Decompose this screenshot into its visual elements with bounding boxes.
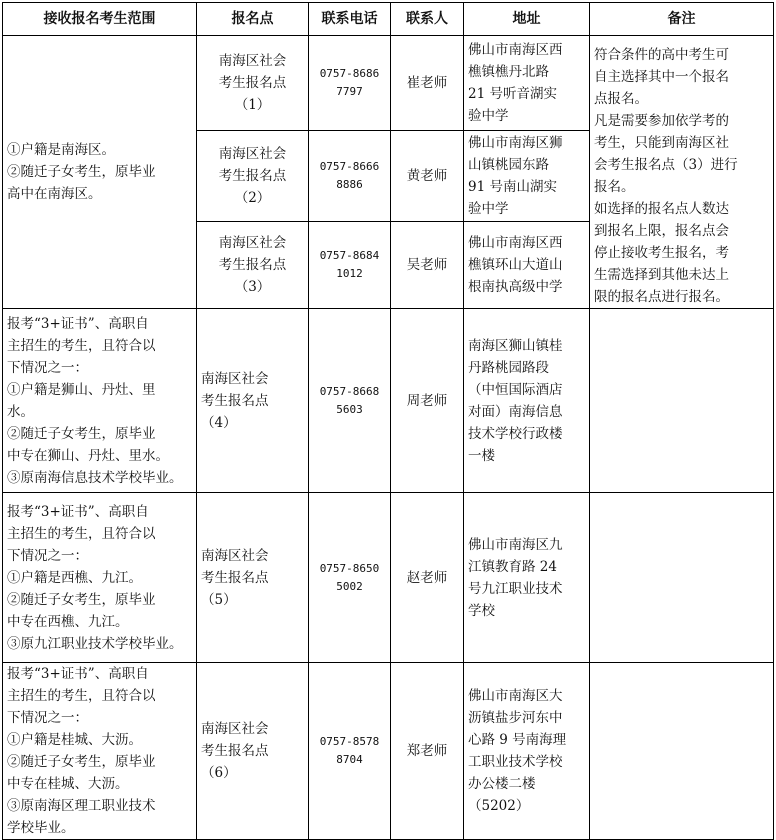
notes-cell	[590, 309, 774, 493]
address-cell	[464, 221, 590, 308]
header-notes: 备注	[590, 3, 774, 36]
address-line: 21 号听音湖实	[468, 86, 557, 103]
notes-line: 符合条件的高中考生可	[594, 47, 729, 63]
scope-line: ①户籍是西樵、九江。	[7, 569, 142, 586]
notes-line: 生需选择到其他未达上	[594, 267, 729, 283]
header-scope: 接收报名考生范围	[3, 3, 197, 36]
site-cell	[197, 221, 309, 308]
notes-cell	[590, 36, 774, 309]
table-row	[3, 36, 774, 131]
scope-cell	[3, 493, 197, 663]
notes-line: 自主选择其中一个报名	[594, 69, 729, 85]
phone-line: 5603	[336, 402, 363, 416]
contact-cell: 吴老师	[391, 221, 464, 308]
phone-line: 0757-8666	[319, 160, 380, 174]
scope-cell	[3, 663, 197, 840]
registration-table	[2, 2, 774, 840]
notes-line: 凡是需要参加依学考的	[594, 113, 729, 129]
site-line: 南海区社会	[218, 53, 287, 70]
address-line: 沥镇盐步河东中	[468, 710, 563, 726]
address-line: 验中学	[468, 108, 509, 125]
phone-cell	[309, 131, 391, 221]
header-phone: 联系电话	[309, 3, 391, 36]
site-line: （2）	[234, 190, 271, 207]
address-line: 南海区狮山镇桂	[468, 337, 563, 354]
notes-cell	[590, 493, 774, 663]
address-line: 号九江职业技术	[468, 580, 563, 597]
phone-line: 5002	[336, 579, 363, 593]
phone-line: 0757-8684	[319, 248, 380, 262]
site-line: 考生报名点	[218, 168, 287, 185]
address-line: 佛山市南海区大	[468, 688, 563, 704]
scope-line: 报考“3+证书”、高职自	[7, 315, 149, 332]
scope-line: 主招生的考生，且符合以	[7, 525, 156, 542]
address-line: 技术学校行政楼	[468, 425, 563, 442]
scope-line: 中专在西樵、九江。	[7, 613, 129, 630]
site-cell	[197, 309, 309, 493]
site-line: 考生报名点	[218, 75, 287, 92]
scope-line: ②随迁子女考生，原毕业	[7, 164, 156, 180]
scope-line: 主招生的考生，且符合以	[7, 337, 156, 354]
scope-line: 下情况之一：	[7, 710, 88, 726]
address-cell	[464, 309, 590, 493]
address-line: 佛山市南海区狮	[468, 135, 563, 152]
address-line: 91 号南山湖实	[468, 179, 557, 196]
contact-cell: 赵老师	[391, 493, 464, 663]
address-line: 心路 9 号南海理	[468, 732, 567, 748]
phone-line: 0757-8650	[319, 561, 380, 575]
header-contact: 联系人	[391, 3, 464, 36]
notes-line: 如选择的报名点人数达	[594, 201, 729, 217]
site-line: 考生报名点	[201, 743, 269, 759]
scope-line: ①户籍是桂城、大沥。	[7, 732, 142, 748]
address-line: 工职业技术学校	[468, 754, 563, 770]
address-line: 办公楼二楼	[468, 776, 536, 792]
address-line: 验中学	[468, 201, 509, 218]
site-cell	[197, 663, 309, 840]
notes-line: 报名。	[594, 179, 635, 195]
site-line: 考生报名点	[201, 392, 269, 409]
address-line: 对面）南海信息	[468, 403, 563, 420]
notes-cell	[590, 663, 774, 840]
contact-cell: 郑老师	[391, 663, 464, 840]
table-row	[3, 309, 774, 493]
phone-cell	[309, 663, 391, 840]
scope-line: 主招生的考生，且符合以	[7, 688, 156, 704]
address-line: 樵镇樵丹北路	[468, 64, 549, 81]
scope-line: 下情况之一：	[7, 359, 88, 376]
scope-line: 学校毕业。	[7, 820, 75, 836]
phone-line: 0757-8686	[319, 67, 380, 81]
site-line: （1）	[234, 97, 271, 114]
scope-line: ③原九江职业技术学校毕业。	[7, 635, 183, 652]
scope-line: 报考“3+证书”、高职自	[7, 666, 149, 682]
address-cell	[464, 493, 590, 663]
address-line: 一楼	[468, 447, 495, 464]
address-line: 江镇教育路 24	[468, 558, 557, 575]
scope-cell	[3, 309, 197, 493]
address-line: 根南执高级中学	[468, 278, 563, 295]
address-cell	[464, 663, 590, 840]
address-line: （中恒国际酒店	[468, 381, 563, 398]
contact-cell: 周老师	[391, 309, 464, 493]
site-line: 南海区社会	[201, 547, 269, 564]
phone-cell	[309, 493, 391, 663]
phone-line: 8704	[336, 753, 363, 766]
scope-line: 中专在桂城、大沥。	[7, 776, 129, 792]
address-line: 佛山市南海区西	[468, 42, 563, 59]
phone-line: 0757-8578	[319, 735, 380, 748]
address-line: 樵镇环山大道山	[468, 256, 563, 273]
notes-line: 限的报名点进行报名。	[594, 289, 729, 305]
site-cell	[197, 36, 309, 131]
site-line: （3）	[234, 278, 271, 295]
site-line: 考生报名点	[201, 569, 269, 586]
notes-line: 停止接收考生报名，考	[594, 245, 729, 261]
site-cell	[197, 131, 309, 221]
scope-line: 下情况之一：	[7, 547, 88, 564]
site-line: （4）	[201, 414, 237, 431]
site-cell	[197, 493, 309, 663]
address-line: 学校	[468, 602, 495, 619]
phone-line: 1012	[336, 266, 363, 280]
address-line: 山镇桃园东路	[468, 157, 549, 174]
scope-cell	[3, 36, 197, 309]
header-row	[3, 3, 774, 36]
phone-cell	[309, 221, 391, 308]
site-line: 南海区社会	[218, 146, 287, 163]
table-row	[3, 663, 774, 840]
scope-line: ②随迁子女考生，原毕业	[7, 591, 156, 608]
notes-line: 会考生报名点（3）进行	[594, 157, 738, 173]
site-line: 南海区社会	[218, 234, 287, 251]
scope-line: ③原南海信息技术学校毕业。	[7, 469, 183, 486]
phone-cell	[309, 309, 391, 493]
notes-line: 到报名上限，报名点会	[594, 223, 729, 239]
phone-cell	[309, 36, 391, 131]
site-line: 南海区社会	[201, 370, 269, 387]
site-line: 考生报名点	[218, 256, 287, 273]
address-line: 佛山市南海区西	[468, 234, 563, 251]
table-row	[3, 493, 774, 663]
scope-line: 水。	[7, 403, 34, 420]
address-line: 佛山市南海区九	[468, 536, 563, 553]
site-line: （6）	[201, 765, 237, 781]
address-line: 丹路桃园路段	[468, 359, 549, 376]
scope-line: ①户籍是狮山、丹灶、里	[7, 381, 156, 398]
scope-line: 高中在南海区。	[7, 186, 102, 202]
scope-line: ③原南海区理工职业技术	[7, 798, 156, 814]
address-cell	[464, 36, 590, 131]
scope-line: 报考“3+证书”、高职自	[7, 503, 149, 520]
phone-line: 7797	[336, 85, 363, 99]
notes-line: 点报名。	[594, 91, 648, 107]
contact-cell: 黄老师	[391, 131, 464, 221]
site-line: 南海区社会	[201, 721, 269, 737]
contact-cell: 崔老师	[391, 36, 464, 131]
notes-line: 考生，只能到南海区社	[594, 135, 729, 151]
scope-line: ②随迁子女考生，原毕业	[7, 754, 156, 770]
phone-line: 8886	[336, 178, 363, 192]
site-line: （5）	[201, 591, 237, 608]
scope-line: ①户籍是南海区。	[7, 142, 115, 158]
address-line: （5202）	[468, 798, 530, 814]
scope-line: 中专在狮山、丹灶、里水。	[7, 447, 169, 464]
header-site: 报名点	[197, 3, 309, 36]
address-cell	[464, 131, 590, 221]
phone-line: 0757-8668	[319, 384, 380, 398]
header-address: 地址	[464, 3, 590, 36]
scope-line: ②随迁子女考生，原毕业	[7, 425, 156, 442]
